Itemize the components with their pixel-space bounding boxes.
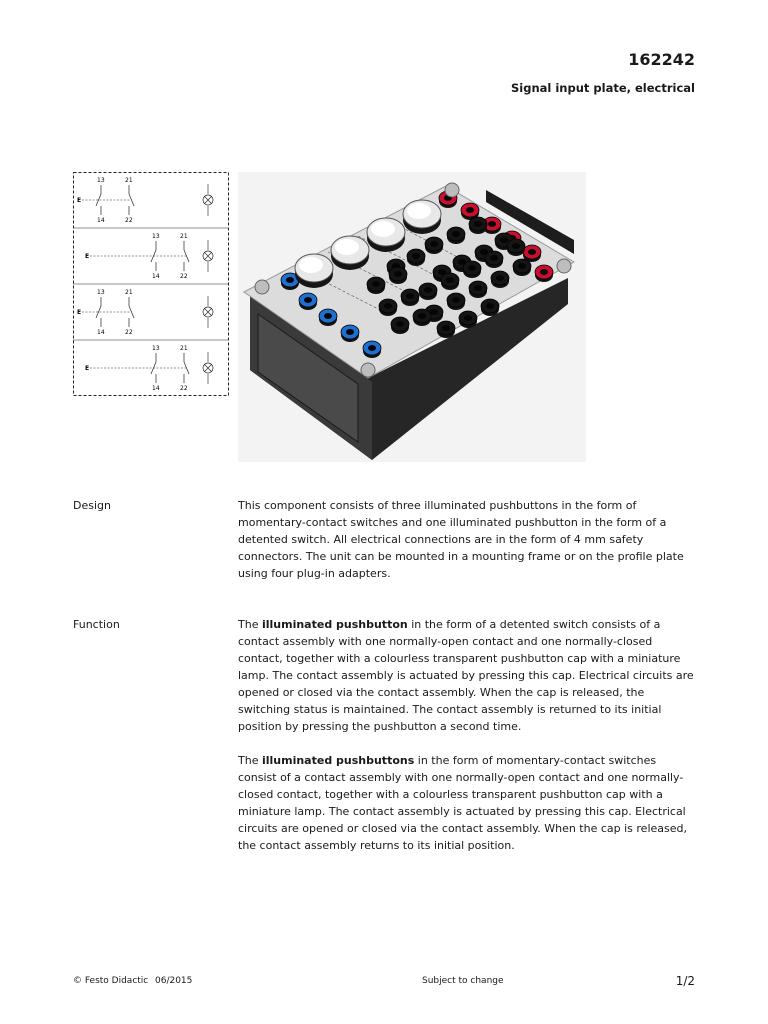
- schematic-row: [77, 289, 213, 336]
- footer-notice: Subject to change: [422, 976, 504, 986]
- page-number: 1/2: [675, 974, 695, 988]
- function-text: [238, 616, 698, 854]
- socket-black: [389, 267, 407, 284]
- socket-black: [463, 261, 481, 278]
- actuator-label: E: [77, 197, 82, 204]
- actuator-label: E: [85, 365, 90, 372]
- socket-black: [469, 281, 487, 298]
- pushbutton-icon: [403, 200, 441, 234]
- function-paragraph-1: The illuminated pushbutton in the form of a detented switch consists of a contact assembly with one normally-open contact and one normally-closed contact, together with a colourless transparent pushbutton cap with a miniature lamp. The contact assembly is actuated by pressing this cap. Electrical circuits are opened or closed via the contact assembly. When the cap is released, the switching status is maintained. The contact assembly is returned to its initial position by pressing the pushbutton a second time.: [238, 618, 694, 733]
- socket-black: [367, 277, 385, 294]
- socket-black: [507, 239, 525, 256]
- contact-label: 13: [97, 289, 105, 296]
- socket-black: [419, 283, 437, 300]
- design-paragraph: This component consists of three illuminated pushbuttons in the form of momentary-contact switches and one illuminated pushbutton in the form of a detented switch. All electrical connections are in the form of 4 mm safety connectors. The unit can be mounted in a mounting frame or on the profile plate using four plug-in adapters.: [238, 499, 684, 580]
- lamp-icon: [203, 352, 213, 384]
- socket-blue: [341, 325, 359, 342]
- socket-black: [447, 293, 465, 310]
- schematic-row: [85, 345, 213, 392]
- footer-date: 06/2015: [155, 976, 193, 986]
- pushbutton-icon: [367, 218, 405, 252]
- contact-label: 21: [180, 233, 188, 240]
- function-paragraph-2: The illuminated pushbuttons in the form of momentary-contact switches consist of a contact assembly with one normally-open contact and one normally-closed contact, together with a colourless transparent pushbutton cap with a miniature lamp. The contact assembly is actuated by pressing this cap. Electrical circuits are opened or closed via the contact assembly. When the cap is released, the contact assembly returns to its initial position.: [238, 754, 687, 852]
- contact-label: 13: [152, 345, 160, 352]
- page-title: Signal input plate, electrical: [511, 81, 695, 95]
- terminal-label: 14: [152, 385, 160, 392]
- contact-label: 13: [152, 233, 160, 240]
- socket-black: [401, 289, 419, 306]
- socket-black: [469, 217, 487, 234]
- terminal-label: 22: [180, 385, 188, 392]
- socket-blue: [299, 293, 317, 310]
- contact-label: 13: [97, 177, 105, 184]
- socket-red: [535, 265, 553, 282]
- terminal-label: 22: [125, 329, 133, 336]
- terminal-label: 14: [152, 273, 160, 280]
- socket-blue: [319, 309, 337, 326]
- terminal-label: 14: [97, 217, 105, 224]
- terminal-label: 22: [180, 273, 188, 280]
- contact-label: 21: [125, 289, 133, 296]
- contact-label: 21: [125, 177, 133, 184]
- socket-blue: [363, 341, 381, 358]
- design-label: Design: [73, 499, 111, 512]
- socket-black: [459, 311, 477, 328]
- part-number: 162242: [628, 50, 695, 69]
- design-text: [238, 497, 698, 582]
- socket-black: [379, 299, 397, 316]
- actuator-label: E: [85, 253, 90, 260]
- schematic-row: [77, 177, 213, 224]
- socket-black: [513, 259, 531, 276]
- lamp-icon: [203, 240, 213, 272]
- terminal-label: 22: [125, 217, 133, 224]
- socket-black: [407, 249, 425, 266]
- socket-black: [491, 271, 509, 288]
- footer-copyright: © Festo Didactic: [73, 976, 149, 986]
- socket-black: [425, 237, 443, 254]
- socket-black: [413, 309, 431, 326]
- function-label: Function: [73, 618, 120, 631]
- socket-black: [447, 227, 465, 244]
- actuator-label: E: [77, 309, 82, 316]
- socket-black: [441, 273, 459, 290]
- socket-black: [485, 251, 503, 268]
- socket-black: [437, 321, 455, 338]
- pushbutton-icon: [295, 254, 333, 288]
- contact-label: 21: [180, 345, 188, 352]
- socket-black: [391, 317, 409, 334]
- terminal-label: 14: [97, 329, 105, 336]
- socket-black: [481, 299, 499, 316]
- pushbutton-icon: [331, 236, 369, 270]
- schematic-row: [85, 233, 213, 280]
- lamp-icon: [203, 296, 213, 328]
- lamp-icon: [203, 184, 213, 216]
- product-image: [238, 172, 586, 462]
- circuit-schematic: [73, 172, 229, 396]
